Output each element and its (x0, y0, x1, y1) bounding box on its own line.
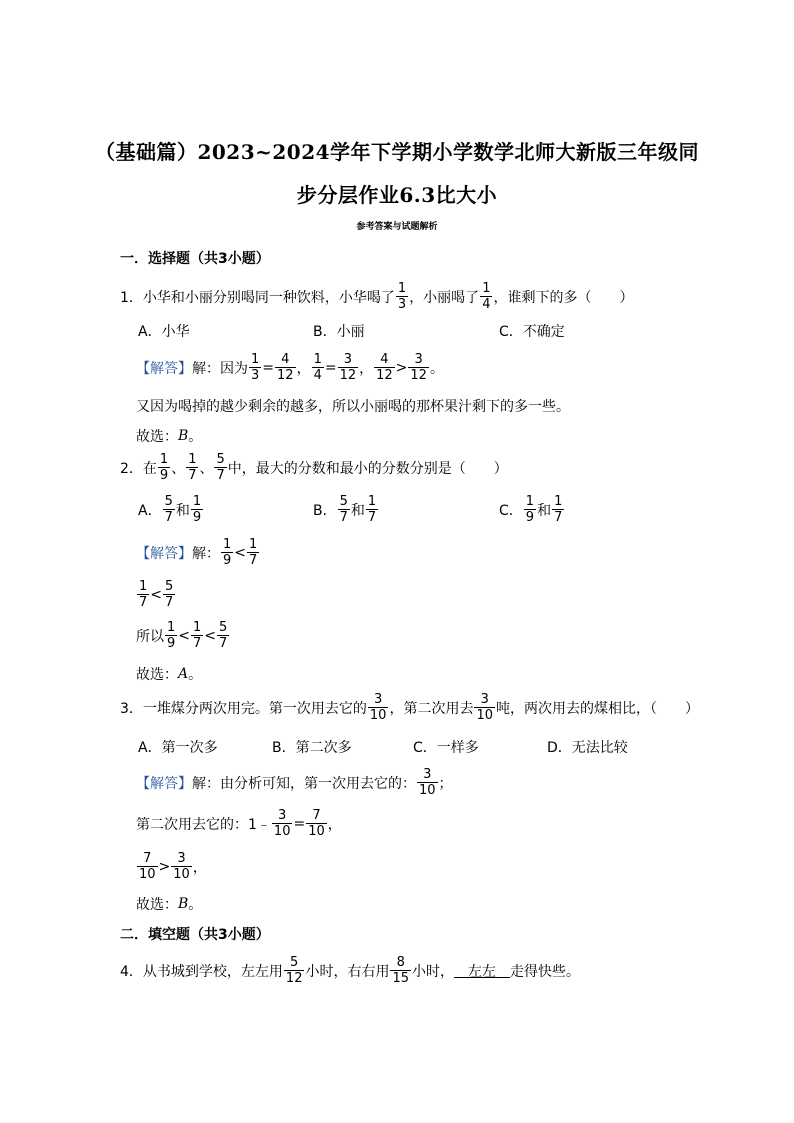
fraction: $\frac{3}{10}$ (369, 692, 387, 723)
fraction: $\frac{1}{7}$ (193, 620, 202, 651)
fraction: $\frac{1}{9}$ (192, 494, 202, 525)
q1-text-a: 1．小华和小丽分别喝同一种饮料，小华喝了 (120, 289, 395, 306)
fraction: $\frac{1}{3}$ (397, 281, 407, 312)
q2-answer: 故选： A 。 (136, 666, 203, 683)
q1-solution-line-2: 又因为喝掉的越少剩余的越多，所以小丽喝的那杯果汁剩下的多一些。 (136, 399, 570, 415)
q3-answer: 故选： B 。 (136, 896, 203, 913)
q1-option-b: B．小丽 (313, 324, 365, 340)
solution-label: 【解答】 (136, 545, 192, 562)
fraction: $\frac{1}{9}$ (159, 452, 169, 483)
q3-option-d: D．无法比较 (547, 740, 628, 756)
section-choice-heading: 一．选择题（共3小题） (120, 251, 270, 267)
q1-option-c: C．不确定 (499, 324, 565, 340)
q3-option-a: A．第一次多 (138, 740, 218, 756)
title-line-1: （基础篇）2023~2024学年下学期小学数学北师大新版三年级同 (94, 140, 700, 164)
fraction: $\frac{1}{7}$ (139, 579, 148, 610)
solution-label: 【解答】 (136, 360, 192, 377)
fraction: $\frac{1}{9}$ (223, 537, 232, 568)
q2-option-c: C． $\frac{1}{9}$ 和 $\frac{1}{7}$ (499, 494, 563, 525)
q1-option-a: A．小华 (138, 324, 190, 340)
fraction: $\frac{4}{12}$ (277, 352, 294, 383)
q3-solution: 【解答】 解：由分析可知，第一次用去它的： $\frac{3}{10}$ ； (136, 767, 453, 798)
fraction: $\frac{7}{10}$ (308, 808, 325, 839)
fraction: $\frac{1}{7}$ (554, 494, 563, 525)
q2-solution-line-2: $\frac{1}{7}$ < $\frac{5}{7}$ (139, 579, 174, 610)
fraction: $\frac{5}{7}$ (165, 579, 174, 610)
question-1 (120, 281, 633, 312)
fraction: $\frac{1}{4}$ (313, 352, 322, 383)
fraction: $\frac{1}{4}$ (482, 281, 491, 312)
fraction: $\frac{5}{12}$ (285, 955, 303, 986)
q1-text-b: ，小丽喝了 (409, 289, 480, 306)
q2-solution-line-3: 所以 $\frac{1}{9}$ < $\frac{1}{7}$ < $\frac{5}{7}$ (136, 620, 228, 651)
fraction: $\frac{3}{12}$ (339, 352, 357, 383)
answer-blank: 左左 (454, 963, 511, 980)
fraction: $\frac{1}{9}$ (167, 620, 176, 651)
fraction: $\frac{3}{12}$ (410, 352, 427, 383)
fraction: $\frac{5}{7}$ (339, 494, 348, 525)
q1-answer: 故选： B 。 (136, 428, 203, 445)
q3-solution-line-2: 第二次用去它的：1﹣ $\frac{3}{10}$ = $\frac{7}{10}$ ， (136, 808, 342, 839)
fraction: $\frac{3}{10}$ (419, 767, 436, 798)
subtitle: 参考答案与试题解析 (356, 222, 438, 232)
title-line-2: 步分层作业6.3比大小 (296, 183, 498, 207)
fraction: $\frac{4}{12}$ (376, 352, 393, 383)
question-4: 4．从书城到学校，左左用 $\frac{5}{12}$ 小时，右右用 $\frac{8}{15}$ 小时， 左左 走得快些。 (120, 955, 581, 986)
fraction: $\frac{3}{10}$ (476, 692, 493, 723)
section-fill-heading: 二．填空题（共3小题） (120, 927, 270, 943)
fraction: $\frac{7}{10}$ (139, 851, 156, 882)
fraction: $\frac{8}{15}$ (392, 955, 410, 986)
fraction: $\frac{1}{3}$ (251, 352, 260, 383)
fraction: $\frac{5}{7}$ (164, 494, 173, 525)
q3-option-b: B．第二次多 (272, 740, 352, 756)
fraction: $\frac{5}{7}$ (219, 620, 228, 651)
fraction: $\frac{1}{7}$ (249, 537, 258, 568)
q1-solution: 【解答】 解：因为 $\frac{1}{3}$ = $\frac{4}{12}$ ， $\frac{1}{4}$ = $\frac{3}{12}$ ， $\frac{4}{12}$ > $\frac{3}{12}$ 。 (136, 352, 444, 383)
fraction: $\frac{3}{10}$ (173, 851, 190, 882)
fraction: $\frac{1}{7}$ (188, 452, 197, 483)
q2-solution: 【解答】 解： $\frac{1}{9}$ < $\frac{1}{7}$ (136, 537, 258, 568)
q3-option-c: C．一样多 (413, 740, 479, 756)
fraction: $\frac{3}{10}$ (273, 808, 291, 839)
question-2: 2．在 $\frac{1}{9}$ 、 $\frac{1}{7}$ 、 $\frac{5}{7}$ 中，最大的分数和最小的分数分别是（ ） (120, 452, 508, 483)
q2-option-a: A． $\frac{5}{7}$ 和 $\frac{1}{9}$ (138, 494, 202, 525)
q1-text-c: ，谁剩下的多（ ） (493, 289, 634, 306)
q2-option-b: B． $\frac{5}{7}$ 和 $\frac{1}{7}$ (313, 494, 377, 525)
q3-solution-line-3: $\frac{7}{10}$ > $\frac{3}{10}$ ， (139, 851, 207, 882)
solution-label: 【解答】 (136, 775, 192, 792)
fraction: $\frac{5}{7}$ (216, 452, 225, 483)
fraction: $\frac{1}{7}$ (367, 494, 377, 525)
fraction: $\frac{1}{9}$ (525, 494, 535, 525)
question-3: 3．一堆煤分两次用完。第一次用去它的 $\frac{3}{10}$ ，第二次用去 $\frac{3}{10}$ 吨，两次用去的煤相比，（ ） (120, 692, 699, 723)
